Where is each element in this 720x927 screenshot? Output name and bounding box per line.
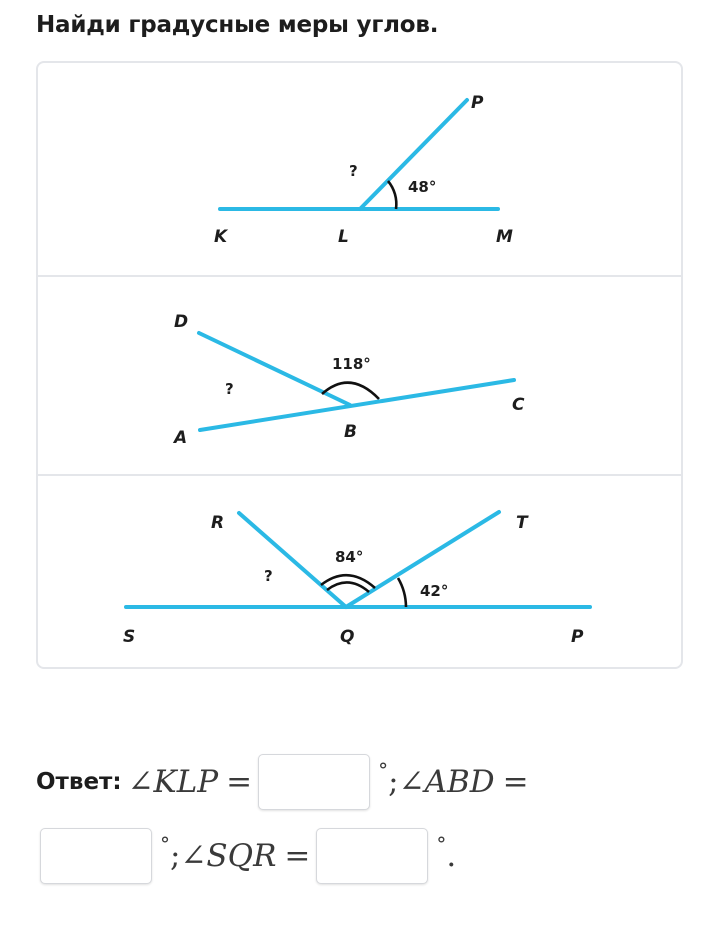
ray-qr [239, 513, 346, 607]
point-p-label: P [571, 627, 584, 647]
task-title: Найди градусные меры углов. [36, 12, 439, 38]
point-k-label: K [214, 227, 228, 247]
angle-42-label: 42° [420, 582, 449, 600]
figure-klp-drawing [38, 63, 683, 275]
point-p-label: P [471, 93, 484, 113]
figure-sqr-drawing [38, 476, 683, 669]
abd-answer-input[interactable] [40, 828, 152, 884]
degree-sign: ° [160, 832, 170, 856]
figure-abd-drawing [38, 277, 683, 476]
equals-sign: = [226, 764, 253, 800]
angle-abd-expr: ∠ABD [398, 764, 495, 800]
line-ac [200, 380, 514, 430]
klp-answer-input[interactable] [258, 754, 370, 810]
point-a-label: A [174, 428, 188, 448]
point-r-label: R [211, 513, 225, 533]
answer-label: Ответ: [36, 769, 122, 795]
degree-sign: ° [436, 832, 447, 856]
unknown-angle-mark: ? [264, 567, 273, 585]
angle-klp-expr: ∠KLP [127, 764, 219, 800]
sqr-answer-input[interactable] [316, 828, 428, 884]
answer-row-1 [36, 752, 529, 812]
point-l-label: L [338, 227, 349, 247]
arc-48 [388, 181, 396, 209]
arc-42 [398, 578, 406, 607]
separator: ; [388, 764, 399, 800]
angle-48-label: 48° [408, 178, 437, 196]
point-c-label: C [512, 395, 525, 415]
figure-sqr [38, 474, 681, 669]
answer-row-2 [36, 826, 456, 886]
unknown-angle-mark: ? [225, 380, 234, 398]
point-t-label: T [516, 513, 528, 533]
angle-sqr-expr: ∠SQR [180, 838, 277, 874]
point-m-label: M [496, 227, 513, 247]
angle-118-label: 118° [332, 355, 371, 373]
separator: ; [170, 838, 181, 874]
angle-84-label: 84° [335, 548, 364, 566]
point-s-label: S [123, 627, 136, 647]
equals-sign: = [284, 838, 311, 874]
figure-abd [38, 275, 681, 476]
unknown-angle-mark: ? [349, 162, 358, 180]
degree-sign: ° [378, 758, 389, 782]
point-q-label: Q [340, 627, 355, 647]
arc-84-inner [327, 582, 369, 592]
ray-bd [199, 333, 350, 405]
figure-klp [38, 63, 681, 275]
equals-sign: = [502, 764, 529, 800]
point-d-label: D [174, 312, 189, 332]
figures-card [36, 61, 683, 669]
point-b-label: B [344, 422, 357, 442]
end-period: . [446, 838, 457, 874]
